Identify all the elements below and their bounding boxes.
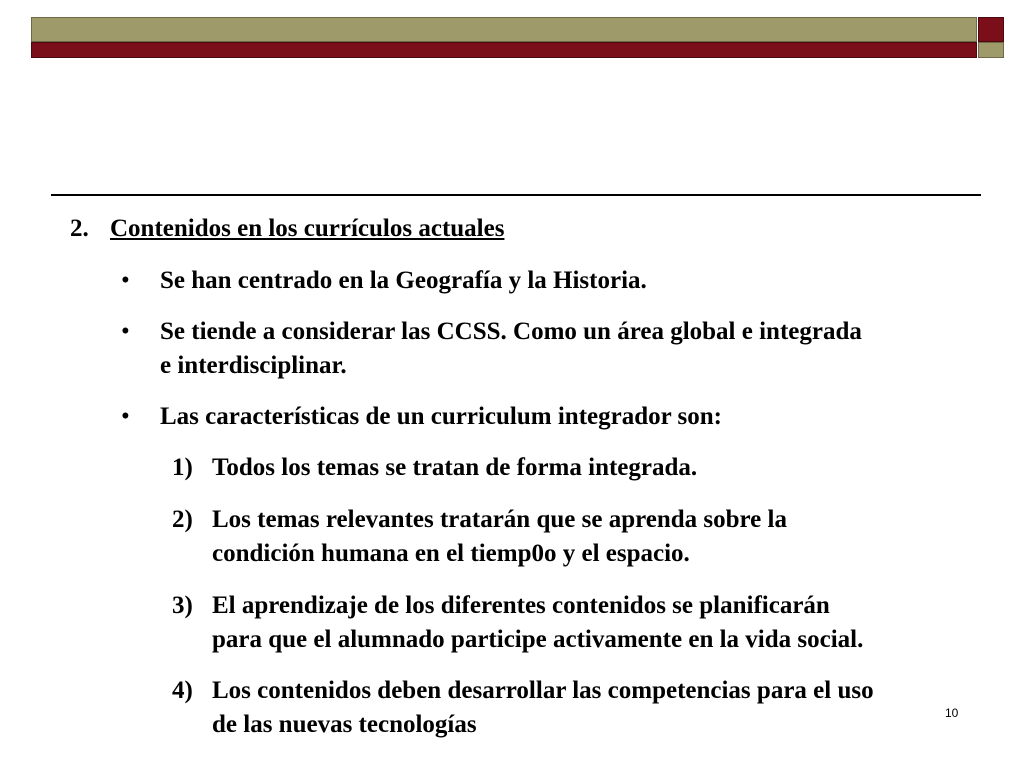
numbered-text-continued: para que el alumnado participe activamente en la vida social. [212, 626, 864, 653]
numbered-marker: 4) [172, 677, 193, 704]
numbered-marker: 2) [172, 506, 193, 533]
header-square-red [978, 17, 1004, 42]
bullet-text: Se han centrado en la Geografía y la Historia. [160, 267, 647, 294]
header-bar-olive [31, 17, 977, 42]
bullet-text: Se tiende a considerar las CCSS. Como un área global e integrada [160, 318, 862, 345]
numbered-text: Todos los temas se tratan de forma integrada. [212, 454, 698, 481]
heading-title: Contenidos en los currículos actuales [110, 215, 505, 242]
numbered-text-continued: condición humana en el tiemp0o y el espacio. [212, 540, 690, 567]
title-divider [51, 194, 981, 196]
numbered-marker: 3) [172, 592, 193, 619]
numbered-text: Los contenidos deben desarrollar las competencias para el uso [212, 677, 874, 704]
bullet-icon: • [121, 267, 130, 294]
bullet-text-continued: e interdisciplinar. [160, 352, 347, 379]
bullet-text: Las características de un curriculum integrador son: [160, 403, 722, 430]
numbered-text: Los temas relevantes tratarán que se aprenda sobre la [212, 506, 787, 533]
heading-number: 2. [70, 215, 89, 242]
header-bar-red [31, 42, 977, 58]
numbered-marker: 1) [172, 454, 193, 481]
numbered-text-continued: de las nuevas tecnologías [212, 711, 477, 738]
bullet-icon: • [121, 318, 130, 345]
page-number: 10 [945, 706, 959, 720]
header-square-olive [978, 42, 1004, 58]
numbered-text: El aprendizaje de los diferentes contenidos se planificarán [212, 592, 830, 619]
bullet-icon: • [121, 403, 130, 430]
